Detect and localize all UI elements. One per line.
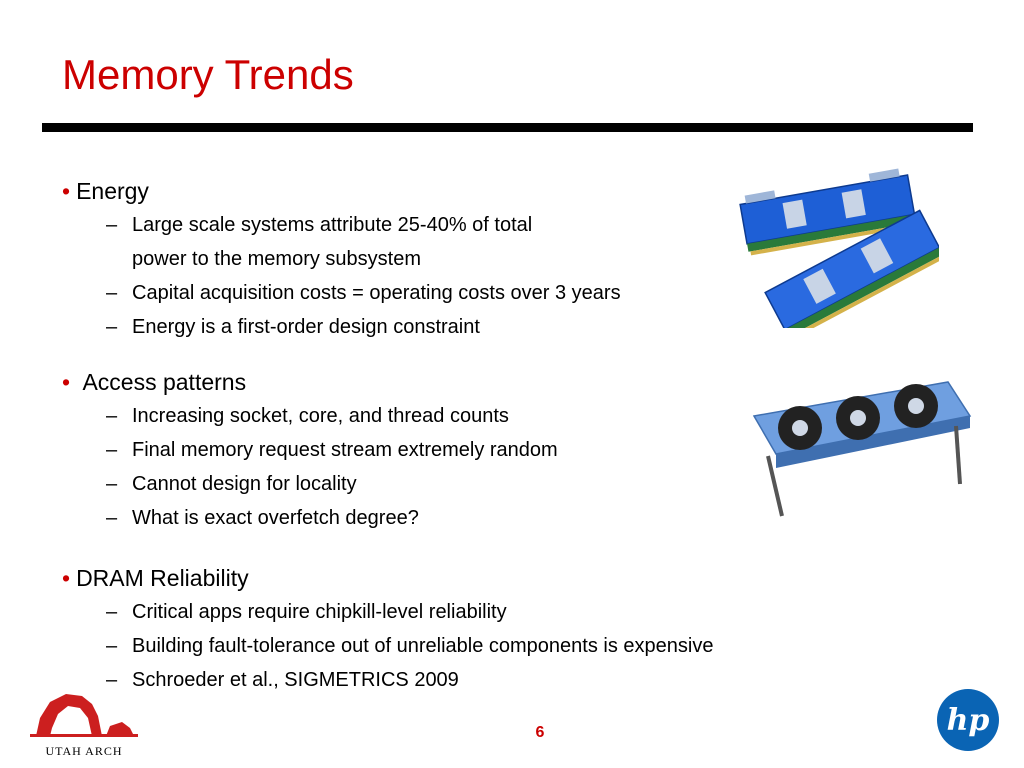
dash-icon: – xyxy=(106,439,118,461)
arch-icon xyxy=(30,688,138,738)
dash-icon: – xyxy=(106,405,118,427)
dash-icon: – xyxy=(106,507,118,529)
bullet-dot-icon: • xyxy=(62,369,71,395)
slide-title: Memory Trends xyxy=(62,51,354,98)
bullet-heading-text: DRAM Reliability xyxy=(76,565,249,591)
dash-icon: – xyxy=(106,601,118,623)
bullet-heading-text: Energy xyxy=(76,178,149,204)
sub-item xyxy=(62,595,912,629)
sub-item-text: Cannot design for locality xyxy=(132,473,357,495)
sub-item-text: Building fault-tolerance out of unreliable components is expensive xyxy=(132,635,714,657)
sub-item-text: Critical apps require chipkill-level reliability xyxy=(132,601,507,623)
utah-arch-logo xyxy=(30,688,138,758)
sub-item-text: power to the memory subsystem xyxy=(132,248,421,270)
ram-modules-image xyxy=(734,168,939,328)
sub-item-text: Energy is a first-order design constraint xyxy=(132,316,480,338)
memory-cooler-image xyxy=(748,376,976,522)
sub-item-text: Schroeder et al., SIGMETRICS 2009 xyxy=(132,669,459,691)
bullet-dot-icon: • xyxy=(62,565,71,591)
bullet-dot-icon: • xyxy=(62,178,71,204)
sub-item-text: Large scale systems attribute 25-40% of total xyxy=(132,214,533,236)
dash-icon: – xyxy=(106,473,118,495)
sub-item-text: What is exact overfetch degree? xyxy=(132,507,419,529)
sub-item xyxy=(62,629,912,663)
hp-logo-text: hp xyxy=(946,703,990,738)
bullet-heading xyxy=(62,561,912,595)
dash-icon: – xyxy=(106,669,118,691)
sub-item xyxy=(62,663,912,697)
bullet-heading-text: Access patterns xyxy=(82,369,247,395)
title-rule xyxy=(42,123,973,132)
dash-icon: – xyxy=(106,214,118,236)
utah-arch-caption: UTAH ARCH xyxy=(45,744,123,758)
dash-icon: – xyxy=(106,282,118,304)
sub-item-text: Capital acquisition costs = operating costs over 3 years xyxy=(132,282,621,304)
page-number: 6 xyxy=(535,724,545,741)
dash-icon: – xyxy=(106,635,118,657)
section-dram-reliability xyxy=(62,561,912,697)
hp-logo xyxy=(936,688,1000,752)
sub-item-text: Final memory request stream extremely random xyxy=(132,439,558,461)
sub-item-text: Increasing socket, core, and thread counts xyxy=(132,405,509,427)
dash-icon: – xyxy=(106,316,118,338)
